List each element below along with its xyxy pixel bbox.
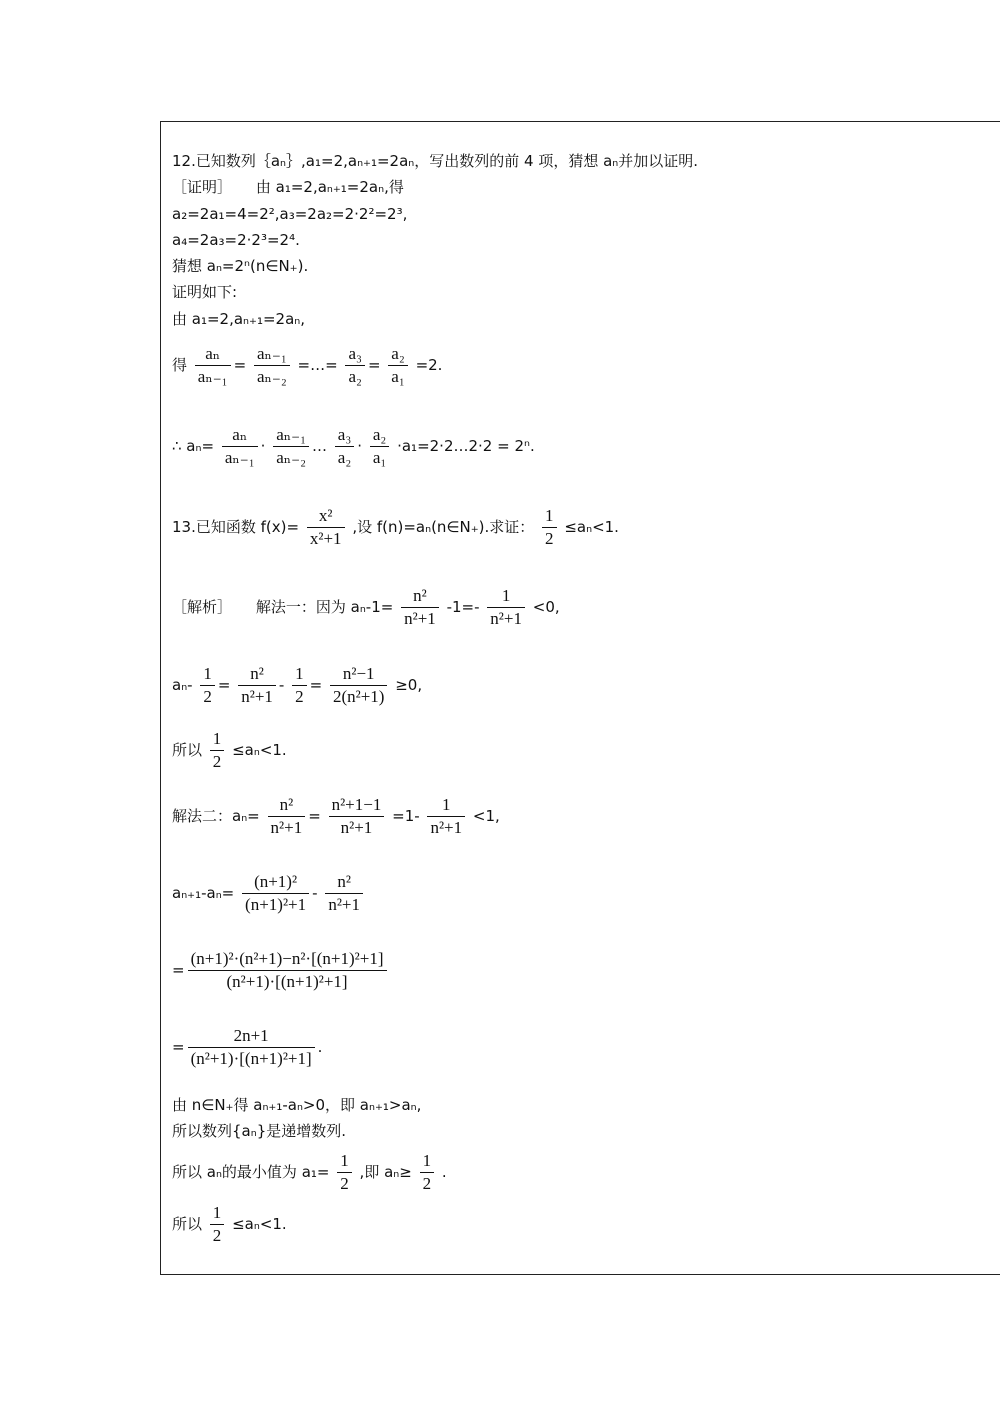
fraction: $\frac{\text{aₙ}}{\text{aₙ₋₁}}$	[222, 424, 258, 469]
fraction: $\frac{1}{2}$	[337, 1150, 352, 1195]
increasing-reason: 由 n∈N₊得 aₙ₊₁-aₙ>0，即 aₙ₊₁>aₙ,	[172, 1096, 422, 1114]
line-a2-a3: a₂=2a₁=4=2²,a₃=2a₂=2·2²=2³,	[172, 205, 408, 223]
fraction: $\frac{1}{2}$	[200, 663, 215, 708]
fraction: $\frac{\text{(n+1)²·(n²+1)−n²·[(n+1)²+1]}}{\text{(n²+1)·[(n+1)²+1]}}$	[188, 948, 387, 993]
given-again: 由 a₁=2,aₙ₊₁=2aₙ,	[172, 310, 306, 328]
fraction: $\frac{\text{a₂}}{\text{a₁}}$	[388, 343, 407, 388]
delta-line: aₙ₊₁-aₙ= $\frac{\text{(n+1)²}}{\text{(n+1)²+1}}$ - $\frac{\text{n²}}{\text{n²+1}}$	[172, 871, 366, 916]
fraction: $\frac{\text{a₃}}{\text{a₂}}$	[335, 424, 354, 469]
analysis-label: ［解析］	[172, 598, 233, 616]
fraction: $\frac{\text{n²+1−1}}{\text{n²+1}}$	[329, 794, 385, 839]
ratio-prefix: 得	[172, 356, 188, 374]
ratio-result: =2.	[415, 356, 443, 374]
increasing-line: 所以数列{aₙ}是递增数列.	[172, 1122, 347, 1140]
fraction: $\frac{1}{2}$	[292, 663, 307, 708]
fraction: $\frac{\text{x²}}{\text{x²+1}}$	[307, 505, 345, 550]
fraction: $\frac{\text{n²}}{\text{n²+1}}$	[268, 794, 306, 839]
fraction: $\frac{\text{a₃}}{\text{a₂}}$	[345, 343, 364, 388]
fraction: $\frac{1}{2}$	[420, 1150, 435, 1195]
difference-line: aₙ- $\frac{1}{2}$ = $\frac{\text{n²}}{\text{n²+1}}$ - $\frac{1}{2}$ = $\frac{\text{n²−1}}{\text{2(n²+1)}}$ ≥0,	[172, 664, 423, 706]
proof-start	[172, 178, 404, 196]
simplified-line: = $\frac{2n+1}{\text{(n²+1)·[(n+1)²+1]}}$ .	[172, 1026, 323, 1068]
problem-13-statement: 13.已知函数 f(x)= $\frac{\text{x²}}{\text{x²+1}}$ ,设 f(n)=aₙ(n∈N₊).求证： $\frac{1}{2}$ ≤aₙ<1.	[172, 506, 619, 548]
fraction: $\frac{1}{2}$	[210, 728, 225, 773]
product-result: ·a₁=2·2…2·2 = 2ⁿ.	[397, 437, 535, 455]
fraction: $\frac{\text{n²}}{\text{n²+1}}$	[238, 663, 276, 708]
product-equation: ∴ aₙ= $\frac{\text{aₙ}}{\text{aₙ₋₁}}$ · $\frac{\text{aₙ₋₁}}{\text{aₙ₋₂}}$ … $\frac{\text{a₃}}{\text{a₂}}$ · $\frac{\text{a₂}}{\text{a₁}}$ ·a₁=2·2…2·2 = 2ⁿ.	[172, 425, 535, 467]
ratio-ellipsis: =…=	[297, 356, 338, 374]
proof-label: ［证明］	[172, 178, 233, 196]
fraction: $\frac{\text{aₙ}}{\text{aₙ₋₁}}$	[195, 343, 231, 388]
conclusion-1: 所以 $\frac{1}{2}$ ≤aₙ<1.	[172, 729, 287, 771]
fraction: $\frac{\text{n²−1}}{\text{2(n²+1)}}$	[330, 663, 388, 708]
problem-12-statement: 12.已知数列｛aₙ｝,a₁=2,aₙ₊₁=2aₙ，写出数列的前 4 项，猜想 aₙ并加以证明.	[172, 152, 699, 170]
expanded-line: = $\frac{\text{(n+1)²·(n²+1)−n²·[(n+1)²+1]}}{\text{(n²+1)·[(n+1)²+1]}}$	[172, 948, 390, 993]
guess-line: 猜想 aₙ=2ⁿ(n∈N₊).	[172, 257, 309, 275]
fraction: $\frac{1}{\text{n²+1}}$	[487, 585, 525, 630]
proof-given: 由 a₁=2,aₙ₊₁=2aₙ,得	[255, 178, 404, 196]
fraction: $\frac{1}{2}$	[210, 1202, 225, 1247]
fraction: $\frac{2n+1}{\text{(n²+1)·[(n+1)²+1]}}$	[188, 1025, 315, 1070]
fraction: $\frac{\text{aₙ₋₁}}{\text{aₙ₋₂}}$	[273, 424, 309, 469]
method-2: 解法二：aₙ= $\frac{\text{n²}}{\text{n²+1}}$ = $\frac{\text{n²+1−1}}{\text{n²+1}}$ =1- $\frac{1}{\text{n²+1}}$ <1,	[172, 795, 500, 837]
fraction: $\frac{1}{2}$	[542, 505, 557, 550]
final-conclusion: 所以 $\frac{1}{2}$ ≤aₙ<1.	[172, 1203, 287, 1245]
fraction: $\frac{\text{(n+1)²}}{\text{(n+1)²+1}}$	[242, 871, 309, 916]
fraction: $\frac{\text{n²}}{\text{n²+1}}$	[325, 871, 363, 916]
fraction: $\frac{\text{a₂}}{\text{a₁}}$	[370, 424, 389, 469]
fraction: $\frac{\text{aₙ₋₁}}{\text{aₙ₋₂}}$	[254, 343, 290, 388]
method-1: ［解析］ 解法一：因为 aₙ-1= $\frac{\text{n²}}{\text{n²+1}}$ -1=- $\frac{1}{\text{n²+1}}$ <0,	[172, 586, 560, 628]
product-prefix: ∴ aₙ=	[172, 437, 215, 455]
minimum-line: 所以 aₙ的最小值为 a₁= $\frac{1}{2}$ ,即 aₙ≥ $\frac{1}{2}$ .	[172, 1151, 447, 1193]
proof-follows: 证明如下:	[172, 283, 238, 301]
line-a4: a₄=2a₃=2·2³=2⁴.	[172, 231, 300, 249]
ratio-equation: 得 $\frac{\text{aₙ}}{\text{aₙ₋₁}}$ = $\frac{\text{aₙ₋₁}}{\text{aₙ₋₂}}$ =…= $\frac{\text{a₃}}{\text{a₂}}$ = $\frac{\text{a₂}}{\text{a₁}}$ =2.	[172, 344, 443, 386]
fraction: $\frac{\text{n²}}{\text{n²+1}}$	[401, 585, 439, 630]
fraction: $\frac{1}{\text{n²+1}}$	[427, 794, 465, 839]
